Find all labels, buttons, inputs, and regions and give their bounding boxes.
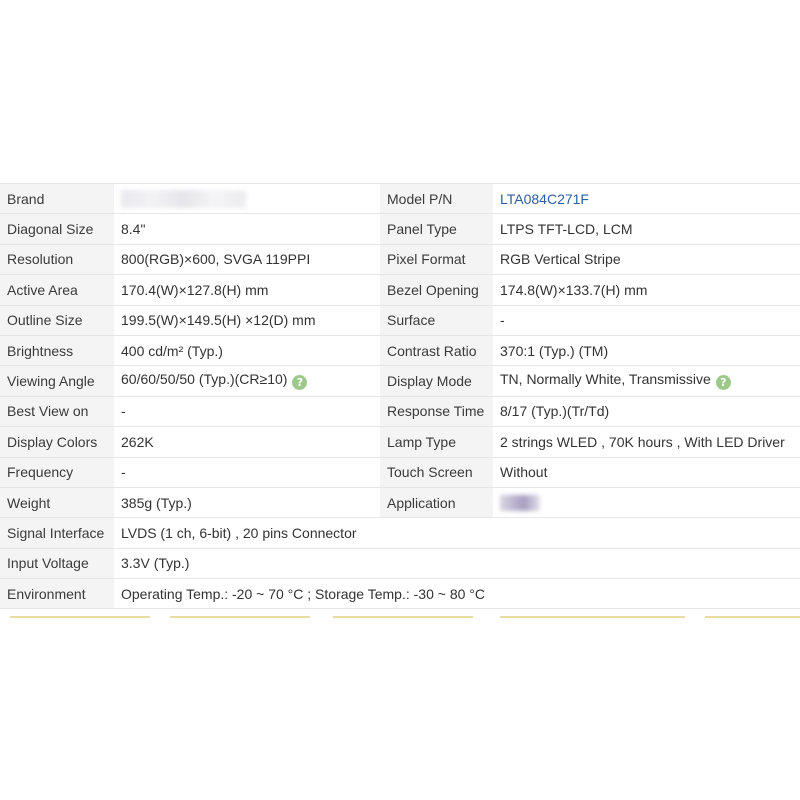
spec-table xyxy=(0,183,800,609)
spec-value-environment: Operating Temp.: -20 ~ 70 °C ; Storage Temp.: -30 ~ 80 °C xyxy=(114,579,800,609)
spec-value-touch-screen: Without xyxy=(493,457,800,487)
spec-label-contrast-ratio: Contrast Ratio xyxy=(380,335,493,365)
tab-underline[interactable] xyxy=(500,616,685,618)
brand-blurred-image xyxy=(121,190,246,208)
spec-value-viewing-angle xyxy=(114,366,380,396)
spec-value-surface: - xyxy=(493,305,800,335)
spec-label-best-view-on: Best View on xyxy=(0,396,114,426)
spec-label-diagonal-size: Diagonal Size xyxy=(0,214,114,244)
spec-label-model: Model P/N xyxy=(380,184,493,214)
spec-value-diagonal-size: 8.4" xyxy=(114,214,380,244)
spec-label-resolution: Resolution xyxy=(0,244,114,274)
table-row xyxy=(0,396,800,426)
model-pn-link[interactable]: LTA084C271F xyxy=(493,184,800,214)
display-mode-text: TN, Normally White, Transmissive xyxy=(500,371,711,388)
spec-value-brightness: 400 cd/m² (Typ.) xyxy=(114,335,380,365)
spec-label-response-time: Response Time xyxy=(380,396,493,426)
spec-value-response-time: 8/17 (Typ.)(Tr/Td) xyxy=(493,396,800,426)
spec-label-frequency: Frequency xyxy=(0,457,114,487)
spec-value-weight: 385g (Typ.) xyxy=(114,487,380,517)
spec-value-signal-interface: LVDS (1 ch, 6-bit) , 20 pins Connector xyxy=(114,518,800,548)
spec-value-best-view-on: - xyxy=(114,396,380,426)
tab-underline[interactable] xyxy=(170,616,310,618)
viewing-angle-text: 60/60/50/50 (Typ.)(CR≥10) xyxy=(121,371,288,388)
application-blurred-image xyxy=(500,495,540,511)
spec-value-resolution: 800(RGB)×600, SVGA 119PPI xyxy=(114,244,380,274)
spec-value-bezel-opening: 174.8(W)×133.7(H) mm xyxy=(493,275,800,305)
table-row xyxy=(0,275,800,305)
table-row xyxy=(0,548,800,578)
spec-value-lamp-type: 2 strings WLED , 70K hours , With LED Driver xyxy=(493,427,800,457)
spec-value-panel-type: LTPS TFT-LCD, LCM xyxy=(493,214,800,244)
spec-value-input-voltage: 3.3V (Typ.) xyxy=(114,548,800,578)
spec-value-active-area: 170.4(W)×127.8(H) mm xyxy=(114,275,380,305)
tab-underline[interactable] xyxy=(333,616,473,618)
spec-label-environment: Environment xyxy=(0,579,114,609)
spec-label-viewing-angle: Viewing Angle xyxy=(0,366,114,396)
spec-label-display-mode: Display Mode xyxy=(380,366,493,396)
table-row xyxy=(0,518,800,548)
spec-label-lamp-type: Lamp Type xyxy=(380,427,493,457)
spec-value-outline-size: 199.5(W)×149.5(H) ×12(D) mm xyxy=(114,305,380,335)
spec-label-outline-size: Outline Size xyxy=(0,305,114,335)
spec-label-brightness: Brightness xyxy=(0,335,114,365)
spec-label-touch-screen: Touch Screen xyxy=(380,457,493,487)
spec-value-display-mode xyxy=(493,366,800,396)
table-row xyxy=(0,335,800,365)
help-icon[interactable]: ? xyxy=(292,375,307,390)
spec-label-panel-type: Panel Type xyxy=(380,214,493,244)
table-row xyxy=(0,244,800,274)
spec-value-pixel-format: RGB Vertical Stripe xyxy=(493,244,800,274)
spec-value-frequency: - xyxy=(114,457,380,487)
table-row xyxy=(0,457,800,487)
spec-label-application: Application xyxy=(380,487,493,517)
table-row xyxy=(0,366,800,396)
spec-label-weight: Weight xyxy=(0,487,114,517)
spec-label-input-voltage: Input Voltage xyxy=(0,548,114,578)
table-row xyxy=(0,214,800,244)
spec-value-brand xyxy=(114,184,380,214)
spec-label-surface: Surface xyxy=(380,305,493,335)
spec-label-active-area: Active Area xyxy=(0,275,114,305)
spec-value-application xyxy=(493,487,800,517)
tab-strip xyxy=(0,616,800,620)
table-row xyxy=(0,427,800,457)
spec-label-display-colors: Display Colors xyxy=(0,427,114,457)
table-row xyxy=(0,305,800,335)
spec-value-display-colors: 262K xyxy=(114,427,380,457)
spec-label-signal-interface: Signal Interface xyxy=(0,518,114,548)
tab-underline[interactable] xyxy=(705,616,800,618)
tab-underline[interactable] xyxy=(10,616,150,618)
help-icon[interactable]: ? xyxy=(716,375,731,390)
table-row xyxy=(0,184,800,214)
spec-label-brand: Brand xyxy=(0,184,114,214)
table-row xyxy=(0,579,800,609)
spec-label-bezel-opening: Bezel Opening xyxy=(380,275,493,305)
spec-label-pixel-format: Pixel Format xyxy=(380,244,493,274)
spec-value-contrast-ratio: 370:1 (Typ.) (TM) xyxy=(493,335,800,365)
table-row xyxy=(0,487,800,517)
